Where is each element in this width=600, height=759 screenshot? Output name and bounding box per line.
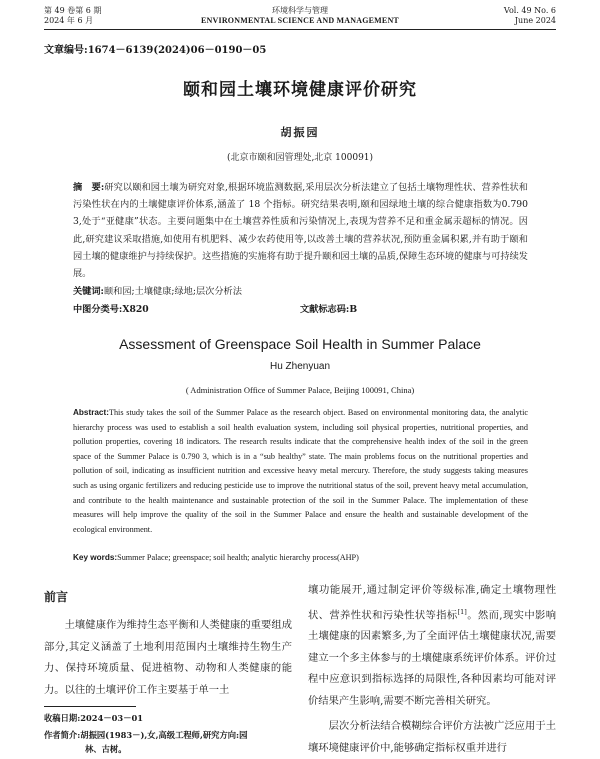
abstract-en [73, 406, 528, 537]
keywords-cn-label: 关键词: [73, 286, 104, 297]
affiliation-en: ( Administration Office of Summer Palace, Beijing 100091, China) [185, 385, 415, 395]
author-bio-label: 作者简介: [44, 730, 81, 740]
received-date: 2024－03－01 [80, 713, 144, 723]
author-bio-line2: 林、古树。 [85, 744, 127, 754]
header-center [44, 6, 556, 26]
body-paragraph-right-1 [308, 580, 556, 712]
keywords-cn-text: 颐和园;土壤健康;绿地;层次分析法 [103, 286, 242, 297]
volume-issue-en: Vol. 49 No. 6 [503, 6, 556, 15]
header-rule [44, 29, 556, 30]
footnote-received [44, 712, 143, 724]
author-en: Hu Zhenyuan [269, 361, 331, 372]
abstract-cn [73, 179, 528, 282]
affiliation-cn: (北京市颐和园管理处,北京 100091) [226, 153, 374, 163]
clc-value: X820 [122, 304, 149, 315]
author-bio-line1: 胡振园(1983－),女,高级工程师,研究方向:园 [80, 730, 248, 740]
volume-issue-cn: 第 49 卷第 6 期 [44, 6, 102, 15]
body-right-column [308, 580, 556, 759]
title-en: Assessment of Greenspace Soil Health in Summer Palace [119, 336, 481, 352]
article-number: 文章编号:1674－6139(2024)06－0190－05 [44, 45, 267, 56]
clc-label: 中图分类号: [73, 304, 123, 315]
doc-code-value: B [349, 304, 358, 315]
journal-name-en: ENVIRONMENTAL SCIENCE AND MANAGEMENT [201, 16, 399, 25]
body-paragraph-left: 土壤健康作为维持生态平衡和人类健康的重要组成部分,其定义涵盖了土地利用范围内土壤维持生物生产力、保持环境质量、促进植物、动物和人类健康的能力。以往的土壤评价工作主要基于单一土 [44, 619, 292, 696]
abstract-en-text: This study takes the soil of the Summer Palace as the research object. Based on environmental monitoring data, the analytic hierarchy process was used to establish a soil health evaluation system, including soil physical properties, nutritional properties, and pollution properties, covering 18 indicators. The research results indicate that the comprehensive health index of the soil in the green space of the Summer Palace is 0.790 3, which is in a “sub healthy” state. The main problems focus on the nutritional properties and pollution of soil, indicating as insufficient nutrition and excessive heavy metal mercury. Therefore, the study suggests taking measures such as using organic fertilizers and reducing pesticide use to improve the nutritional status of the soil, prevent heavy metal accumulation, and contribute to the health maintenance and sustainable protection of the soil in the Summer Palace. The implementation of these measures will help improve the quality of the soil in the Summer Palace and ensure the health and sustainable development of the ecological environment. [73, 408, 528, 534]
abstract-en-label: Abstract: [73, 408, 109, 417]
document-code [300, 301, 357, 315]
header-right [504, 6, 556, 26]
section-heading: 前言 [44, 590, 69, 604]
para1-part-b: 。然而,现实中影响土壤健康的因素繁多,为了全面评估土壤健康状况,需要建立一个多主体参与的土壤健康系统评价体系。评价过程中应意识到指标选择的局限性,各种因素均可能对评价结果产生影响,需要不断完善相关研究。 [308, 608, 557, 707]
author-cn: 胡振园 [280, 126, 320, 139]
keywords-en-label: Key words: [73, 553, 118, 562]
title-cn: 颐和园土壤环境健康评价研究 [183, 80, 417, 100]
keywords-en-text: Summer Palace; greenspace; soil health; analytic hierarchy process(AHP) [117, 553, 359, 562]
keywords-en [73, 553, 359, 562]
body-paragraph-right-2: 层次分析法结合模糊综合评价方法被广泛应用于土壤环境健康评价中,能够确定指标权重并进行 [308, 720, 556, 754]
citation-ref: [1] [457, 607, 467, 616]
abstract-cn-text: 研究以颐和园土壤为研究对象,根据环境监测数据,采用层次分析法建立了包括土壤物理性状、营养性状和污染性状在内的土壤健康评价体系,涵盖了 18 个指标。研究结果表明,颐和园绿地土壤的综合健康指数为0.790 3,处于“亚健康”状态。主要问题集中在土壤营养性质和污染情况上,表现为营养不足和重金属汞超标的情况。因此,研究建议采取措施,如使用有机肥料、减少农药使用等,以改善土壤的营养状况,预防重金属积累,并有助于颐和园土壤的健康维护与持续保护。这些措施的实施将有助于提升颐和园土壤的品质,保障生态环境的健康与可持续发展。 [73, 182, 528, 280]
received-label: 收稿日期: [44, 713, 81, 723]
footnote-rule [44, 706, 136, 707]
journal-name-cn: 环境科学与管理 [272, 6, 328, 15]
keywords-cn [73, 283, 242, 297]
abstract-cn-label: 摘 要: [73, 182, 105, 193]
body-left-column [44, 588, 292, 701]
date-en: June 2024 [514, 16, 556, 25]
doc-code-label: 文献标志码: [300, 304, 350, 315]
classification-line [73, 301, 358, 315]
footnote-author-bio [44, 728, 294, 756]
date-cn: 2024 年 6 月 [44, 16, 94, 25]
para1-part-a: 壤功能展开,通过制定评价等级标准,确定土壤物理性状、营养性状和污染性状等指标 [308, 584, 556, 621]
